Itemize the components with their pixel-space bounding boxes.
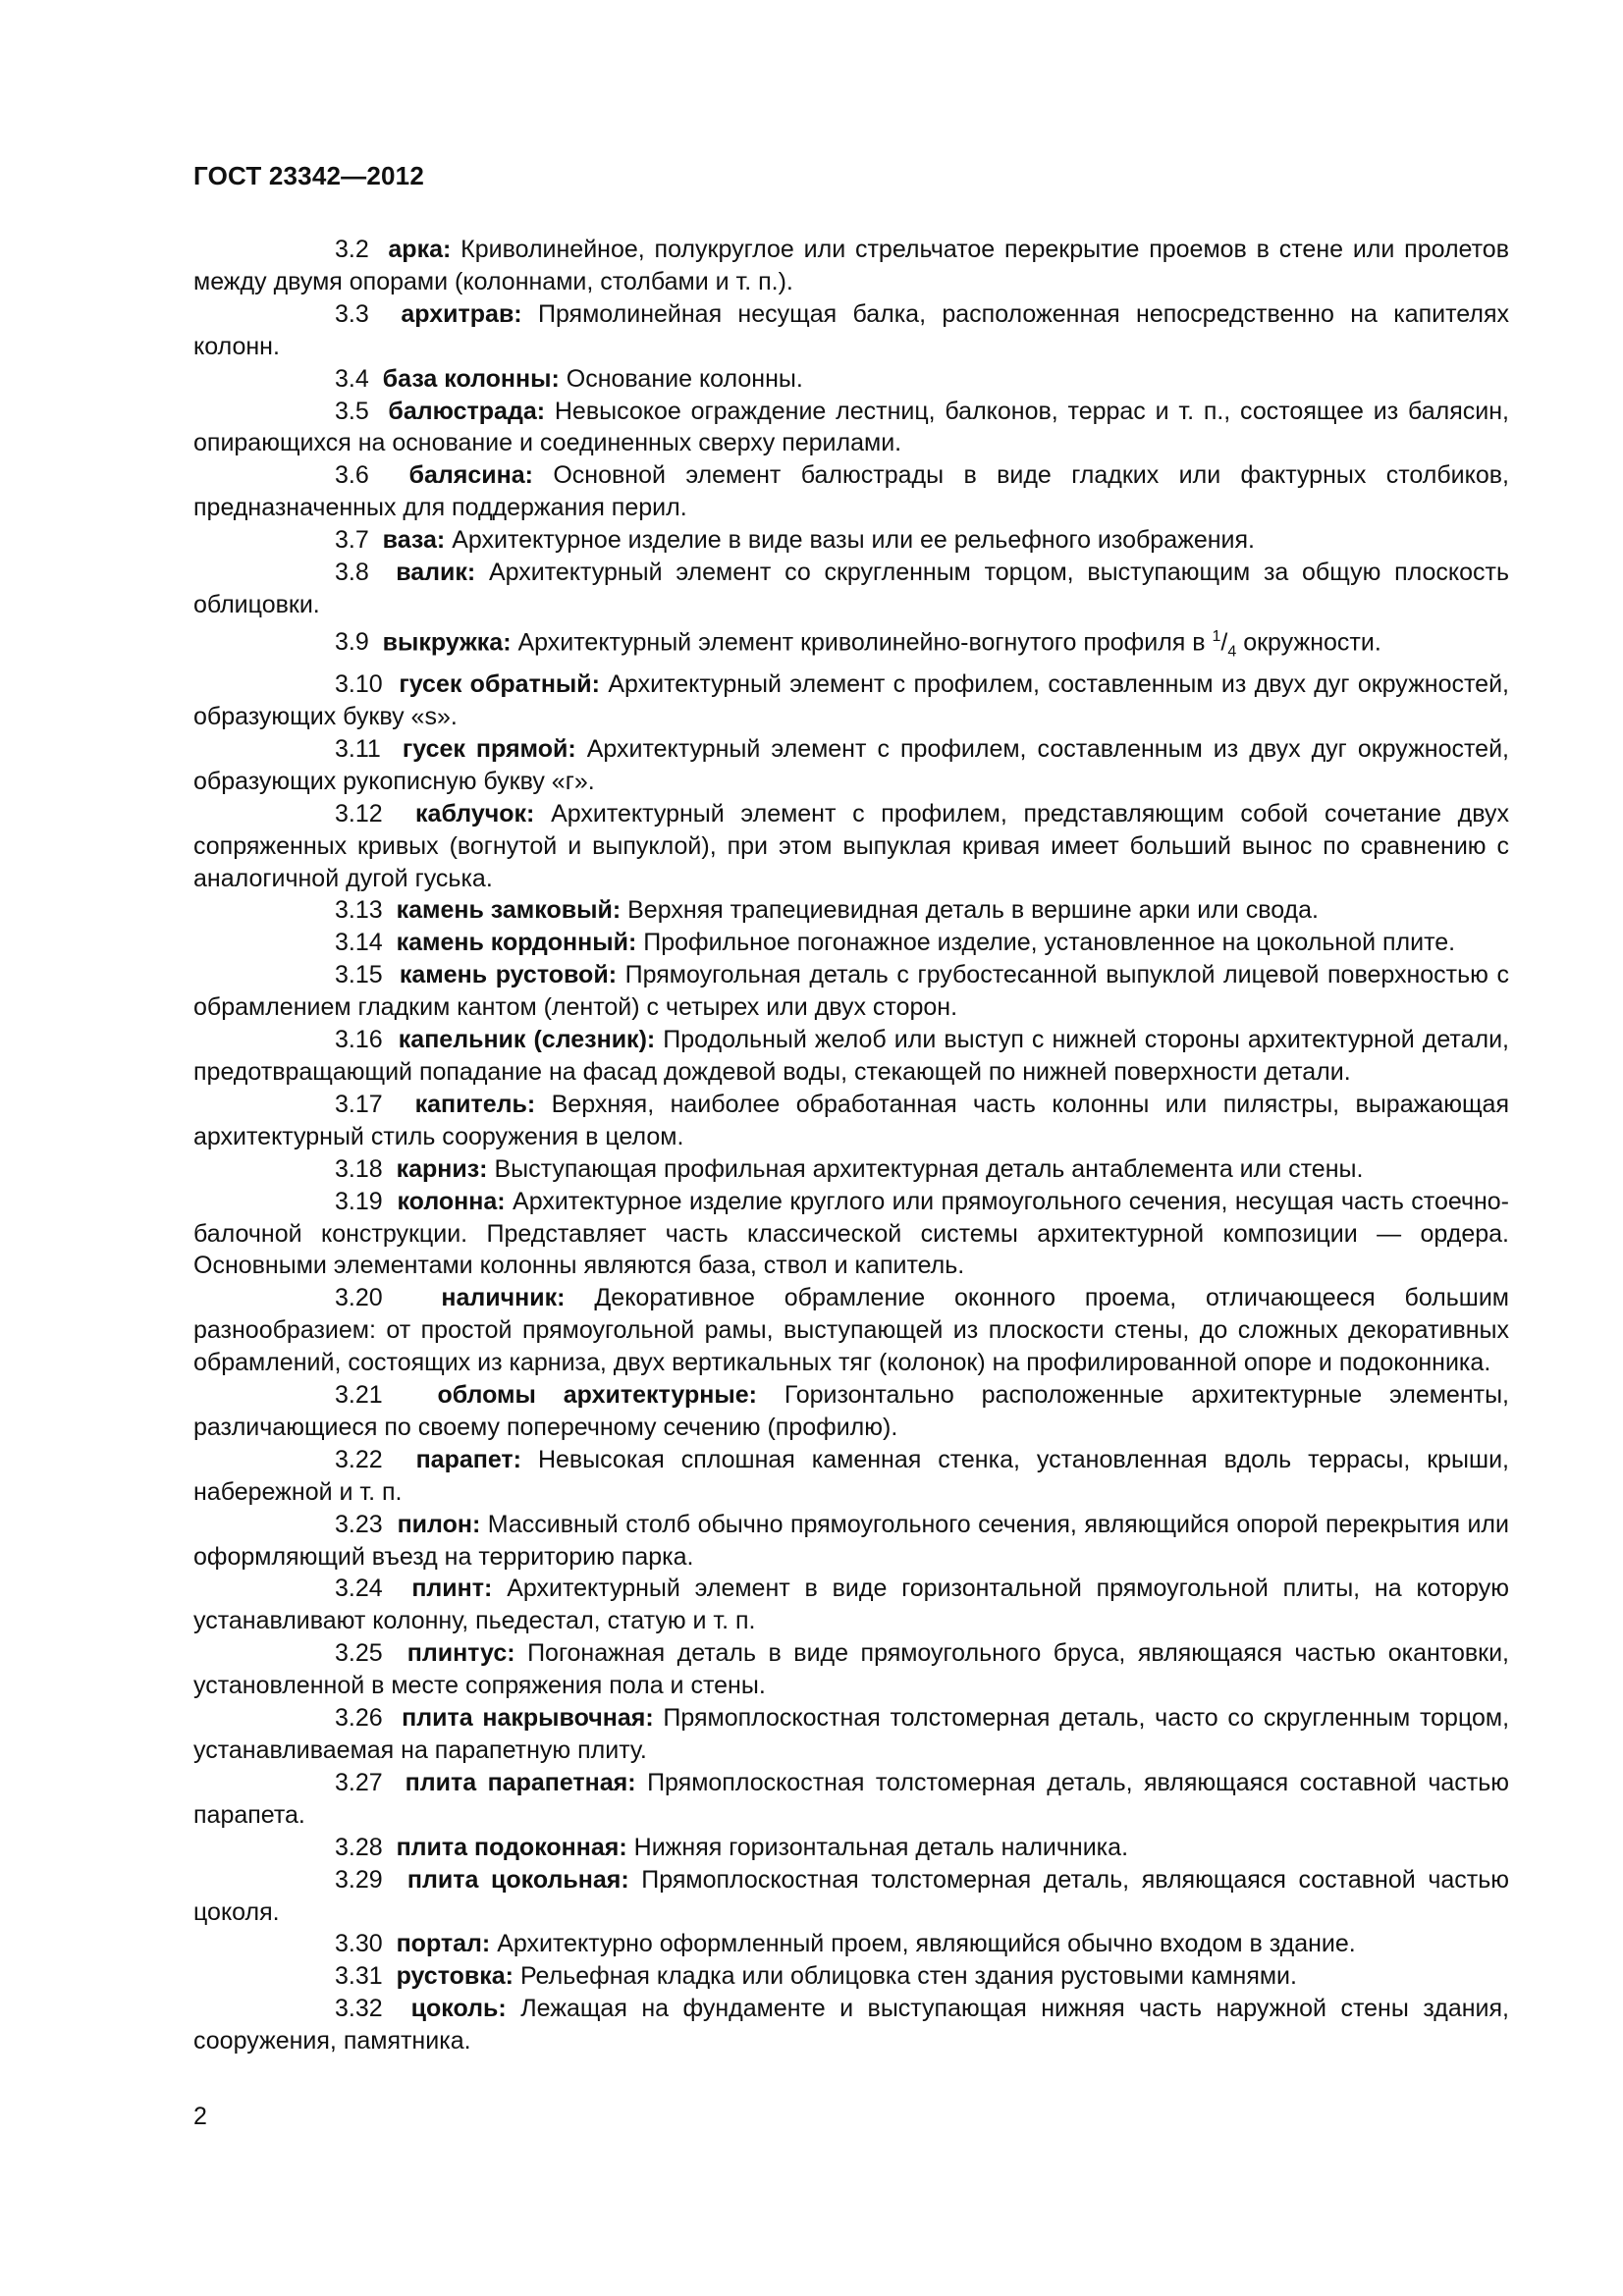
term-entry: [193, 1509, 1509, 1574]
entry-term: выкружка:: [382, 628, 512, 657]
entry-number: 3.29: [335, 1865, 383, 1894]
fraction-numerator: 1: [1212, 627, 1221, 645]
fraction-denominator: 4: [1227, 643, 1237, 661]
entry-number: 3.23: [335, 1510, 383, 1538]
entry-term: плита цокольная:: [406, 1865, 629, 1894]
entry-term: карниз:: [396, 1154, 488, 1183]
entry-number: 3.12: [335, 799, 383, 828]
entry-definition: Криволинейное, полукруглое или стрельчатое перекрытие проемов в стене или пролетов между двумя опорами (колоннами, столбами и т. п.).: [193, 236, 1509, 295]
entry-term: гусек прямой:: [402, 734, 576, 763]
term-entry: [193, 298, 1509, 363]
entry-definition: Архитектурно оформленный проем, являющийся обычно входом в здание.: [497, 1930, 1356, 1958]
entry-number: 3.11: [335, 734, 381, 763]
entry-term: балюстрада:: [388, 397, 546, 425]
entry-definition: Верхняя, наиболее обработанная часть колонны или пилястры, выражающая архитектурный стиль сооружения в целом.: [193, 1090, 1509, 1150]
entry-number: 3.32: [335, 1995, 383, 2023]
entry-term: парапет:: [415, 1445, 521, 1473]
entry-term: каблучок:: [415, 799, 535, 828]
entry-definition: Прямоплоскостная толстомерная деталь, являющаяся составной частью цоколя.: [193, 1865, 1509, 1926]
entry-term: рустовка:: [396, 1962, 514, 1991]
entry-term: камень кордонный:: [396, 929, 637, 957]
entry-number: 3.10: [335, 670, 383, 699]
entry-definition: Горизонтально расположенные архитектурные элементы, различающиеся по своему поперечному сечению (профилю).: [193, 1381, 1509, 1441]
entry-definition: Архитектурный элемент в виде горизонтальной прямоугольной плиты, на которую устанавливают колонну, пьедестал, статую и т. п.: [193, 1575, 1509, 1635]
entry-term: камень рустовой:: [399, 961, 618, 989]
entry-definition: Прямоплоскостная толстомерная деталь, часто со скругленным торцом, устанавливаемая на парапетную плиту.: [193, 1704, 1510, 1765]
entry-term: портал:: [396, 1930, 491, 1958]
entry-definition: Архитектурный элемент с профилем, составленным из двух дуг окружностей, образующих рукописную букву «г».: [193, 734, 1509, 795]
entry-definition: Невысокая сплошная каменная стенка, установленная вдоль террасы, крыши, набережной и т. п.: [193, 1445, 1509, 1506]
term-entry: [193, 1282, 1509, 1379]
entry-term: балясина:: [408, 461, 533, 490]
term-entry: [193, 959, 1509, 1024]
entry-definition: Нижняя горизонтальная деталь наличника.: [633, 1833, 1129, 1861]
term-entry: [193, 1702, 1509, 1767]
entry-number: 3.18: [335, 1154, 383, 1183]
entry-definition: Архитектурный элемент со скругленным торцом, выступающим за общую плоскость облицовки.: [193, 559, 1509, 618]
term-entry: [193, 1444, 1509, 1509]
entry-definition: Декоративное обрамление оконного проема, отличающееся большим разнообразием: от простой прямоугольной рамы, выступающей из плоскости стены, до сложных декоративных обрамлений, состоящих из карниза, двух вертикальных тяг (колонок) на профилированной опоре и подоконника.: [193, 1284, 1509, 1377]
entry-definition: Верхняя трапециевидная деталь в вершине арки или свода.: [627, 896, 1319, 925]
entry-definition: Архитектурный элемент криволинейно-вогнутого профиля в: [517, 628, 1206, 657]
term-entry: [193, 1832, 1509, 1864]
term-entry: [193, 894, 1509, 927]
entry-number: 3.25: [335, 1639, 383, 1668]
entry-number: 3.22: [335, 1445, 383, 1473]
entry-number: 3.5: [335, 397, 369, 425]
entry-number: 3.27: [335, 1768, 383, 1796]
entry-term: капитель:: [414, 1090, 536, 1118]
entry-number: 3.19: [335, 1187, 383, 1215]
entry-number: 3.28: [335, 1833, 383, 1861]
entry-term: колонна:: [397, 1187, 506, 1215]
term-entry: [193, 1960, 1509, 1993]
entry-definition: Архитектурный элемент с профилем, представляющим собой сочетание двух сопряженных кривых (вогнутой и выпуклой), при этом выпуклая кривая имеет больший вынос по сравнению с аналогичной дугой гуська.: [193, 799, 1509, 892]
entry-number: 3.31: [335, 1962, 383, 1991]
terms-list: [193, 234, 1509, 2057]
term-entry: [193, 1089, 1509, 1153]
entry-definition: Массивный столб обычно прямоугольного сечения, являющийся опорой перекрытия или оформляющий въезд на территорию парка.: [193, 1510, 1509, 1571]
entry-definition: Прямолинейная несущая балка, расположенная непосредственно на капителях колонн.: [193, 299, 1510, 360]
term-entry: [193, 1153, 1509, 1186]
term-entry: [193, 557, 1509, 621]
entry-term: плита подоконная:: [396, 1833, 627, 1861]
entry-term: плинтус:: [406, 1639, 515, 1668]
entry-number: 3.6: [335, 461, 369, 490]
term-entry: [193, 1024, 1509, 1089]
entry-term: ваза:: [382, 526, 446, 555]
term-entry: [193, 927, 1509, 959]
entry-definition: Архитектурное изделие в виде вазы или ее рельефного изображения.: [452, 526, 1255, 555]
entry-number: 3.16: [335, 1026, 383, 1054]
entry-number: 3.15: [335, 961, 383, 989]
term-entry: [193, 1864, 1509, 1929]
entry-term: камень замковый:: [396, 896, 622, 925]
entry-term: плита парапетная:: [405, 1768, 636, 1796]
entry-definition: Невысокое ограждение лестниц, балконов, террас и т. п., состоящее из балясин, опирающихся на основание и соединенных сверху перилами.: [193, 397, 1509, 457]
term-entry: 3.9 выкружка: Архитектурный элемент криволинейно-вогнутого профиля в $^1/_4$ окружности.: [193, 621, 1509, 668]
term-entry: [193, 1637, 1509, 1702]
entry-definition: Профильное погонажное изделие, установленное на цокольной плите.: [643, 929, 1456, 957]
entry-term: капельник (слезник):: [398, 1026, 656, 1054]
term-entry: [193, 363, 1509, 396]
entry-term: гусек обратный:: [399, 670, 600, 699]
entry-number: 3.2: [335, 236, 369, 263]
term-entry: [193, 1767, 1509, 1832]
entry-number: 3.14: [335, 929, 383, 957]
entry-number: 3.17: [335, 1090, 383, 1118]
term-entry: [193, 668, 1509, 733]
entry-term: обломы архитектурные:: [437, 1381, 757, 1410]
term-entry: [193, 1379, 1509, 1444]
entry-definition: Рельефная кладка или облицовка стен здания рустовыми камнями.: [519, 1962, 1297, 1991]
entry-number: 3.8: [335, 559, 369, 587]
term-entry: [193, 234, 1509, 298]
entry-definition: Основной элемент балюстрады в виде гладких или фактурных столбиков, предназначенных для поддержания перил.: [193, 461, 1509, 522]
term-entry: [193, 1573, 1509, 1637]
entry-term: плита накрывочная:: [402, 1704, 654, 1733]
document-header: ГОСТ 23342—2012: [193, 161, 424, 190]
entry-definition-tail: окружности.: [1243, 628, 1381, 657]
term-entry: [193, 524, 1509, 557]
entry-number: 3.13: [335, 896, 383, 925]
entry-number: 3.26: [335, 1704, 383, 1733]
entry-definition: Прямоугольная деталь с грубостесанной выпуклой лицевой поверхностью с обрамлением гладким кантом (лентой) с четырех или двух сторон.: [193, 961, 1509, 1022]
term-entry: [193, 1928, 1509, 1960]
entry-definition: Продольный желоб или выступ с нижней стороны архитектурной детали, предотвращающий попадание на фасад дождевой воды, стекающей по нижней поверхности детали.: [193, 1026, 1510, 1086]
entry-term: валик:: [396, 559, 476, 587]
entry-number: 3.7: [335, 526, 369, 555]
entry-term: архитрав:: [401, 299, 522, 328]
entry-number: 3.21: [335, 1381, 383, 1410]
term-entry: [193, 1186, 1509, 1283]
term-entry: [193, 459, 1509, 524]
page-number: 2: [193, 2103, 207, 2130]
entry-term: арка:: [388, 236, 452, 263]
entry-number: 3.24: [335, 1575, 383, 1603]
entry-number: 3.9: [335, 628, 369, 657]
entry-number: 3.30: [335, 1930, 383, 1958]
term-entry: [193, 396, 1509, 460]
entry-definition: Прямоплоскостная толстомерная деталь, являющаяся составной частью парапета.: [193, 1768, 1509, 1829]
entry-term: наличник:: [441, 1284, 566, 1312]
entry-definition: Архитектурное изделие круглого или прямоугольного сечения, несущая часть стоечно-балочной конструкции. Представляет часть классической системы архитектурной композиции — ордера. Основными элементами колонны являются база, ствол и капитель.: [193, 1187, 1510, 1280]
term-entry: [193, 733, 1509, 798]
entry-number: 3.4: [335, 364, 369, 393]
term-entry: [193, 798, 1509, 895]
term-entry: [193, 1993, 1509, 2057]
entry-number: 3.3: [335, 299, 369, 328]
entry-definition: Архитектурный элемент с профилем, составленным из двух дуг окружностей, образующих букву «s».: [193, 670, 1509, 731]
entry-term: база колонны:: [382, 364, 560, 393]
entry-definition: Погонажная деталь в виде прямоугольного бруса, являющаяся частью окантовки, установленной в месте сопряжения пола и стены.: [193, 1639, 1509, 1700]
entry-term: пилон:: [397, 1510, 481, 1538]
entry-definition: Выступающая профильная архитектурная деталь антаблемента или стены.: [494, 1154, 1364, 1183]
entry-term: плинт:: [411, 1575, 493, 1603]
entry-definition: Лежащая на фундаменте и выступающая нижняя часть наружной стены здания, сооружения, памятника.: [193, 1995, 1509, 2056]
entry-definition: Основание колонны.: [566, 364, 803, 393]
entry-number: 3.20: [335, 1284, 383, 1312]
entry-term: цоколь:: [410, 1995, 507, 2023]
